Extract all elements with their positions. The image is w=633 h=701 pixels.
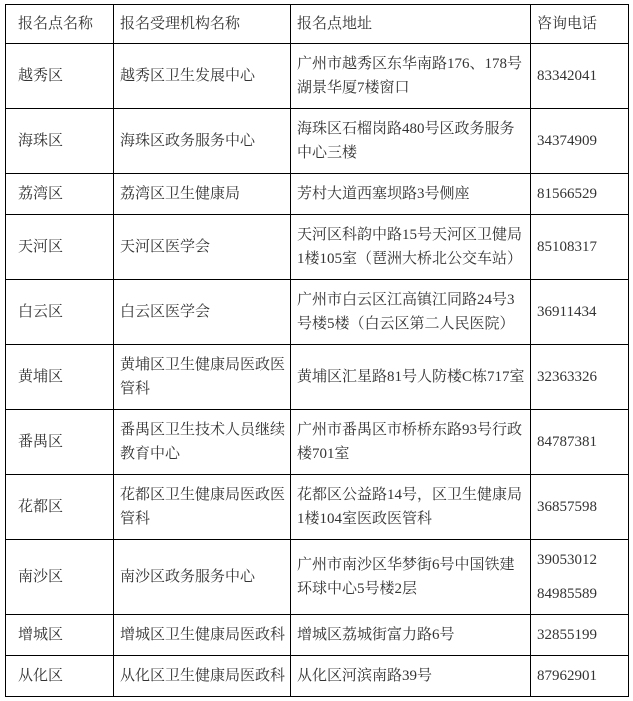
table-row [6, 215, 629, 280]
cell-phone [531, 475, 629, 540]
cell-phone [531, 656, 629, 697]
phone-number: 84787381 [537, 434, 597, 450]
cell-institution: 天河区医学会 [114, 215, 291, 280]
cell-address: 芳村大道西塞坝路3号侧座 [291, 174, 531, 215]
phone-number: 87962901 [537, 668, 597, 684]
cell-district: 番禺区 [6, 410, 114, 475]
cell-address: 广州市越秀区东华南路176、178号湖景华厦7楼窗口 [291, 44, 531, 109]
cell-address: 海珠区石榴岗路480号区政务服务中心三楼 [291, 109, 531, 174]
cell-institution: 从化区卫生健康局医政科 [114, 656, 291, 697]
table-row [6, 174, 629, 215]
cell-institution: 番禺区卫生技术人员继续教育中心 [114, 410, 291, 475]
cell-district: 海珠区 [6, 109, 114, 174]
cell-address: 花都区公益路14号，区卫生健康局1楼104室医政医管科 [291, 475, 531, 540]
phone-number: 83342041 [537, 68, 597, 84]
cell-institution: 荔湾区卫生健康局 [114, 174, 291, 215]
column-header-institution: 报名受理机构名称 [114, 5, 291, 44]
column-header-address: 报名点地址 [291, 5, 531, 44]
phone-number: 85108317 [537, 239, 597, 255]
cell-institution: 海珠区政务服务中心 [114, 109, 291, 174]
cell-institution: 越秀区卫生发展中心 [114, 44, 291, 109]
cell-district: 增城区 [6, 615, 114, 656]
cell-phone [531, 109, 629, 174]
cell-address: 广州市白云区江高镇江同路24号3号楼5楼（白云区第二人民医院） [291, 280, 531, 345]
cell-institution: 白云区医学会 [114, 280, 291, 345]
cell-phone [531, 615, 629, 656]
cell-institution: 花都区卫生健康局医政医管科 [114, 475, 291, 540]
phone-number: 36857598 [537, 499, 597, 515]
cell-phone [531, 540, 629, 615]
cell-address: 天河区科韵中路15号天河区卫健局1楼105室（琶洲大桥北公交车站） [291, 215, 531, 280]
phone-number: 39053012 [537, 552, 597, 568]
cell-district: 南沙区 [6, 540, 114, 615]
cell-phone [531, 215, 629, 280]
table-row [6, 44, 629, 109]
column-header-phone: 咨询电话 [531, 5, 629, 44]
table-row [6, 410, 629, 475]
cell-institution: 黄埔区卫生健康局医政医管科 [114, 345, 291, 410]
cell-phone [531, 44, 629, 109]
table-row [6, 345, 629, 410]
table-body [6, 44, 629, 697]
cell-district: 天河区 [6, 215, 114, 280]
table-row [6, 475, 629, 540]
phone-number: 32363326 [537, 369, 597, 385]
table-row [6, 280, 629, 345]
table-row [6, 615, 629, 656]
cell-institution: 增城区卫生健康局医政科 [114, 615, 291, 656]
cell-address: 从化区河滨南路39号 [291, 656, 531, 697]
cell-phone [531, 345, 629, 410]
registration-points-table [5, 4, 629, 697]
cell-address: 广州市番禺区市桥桥东路93号行政楼701室 [291, 410, 531, 475]
table-row [6, 540, 629, 615]
cell-institution: 南沙区政务服务中心 [114, 540, 291, 615]
cell-district: 黄埔区 [6, 345, 114, 410]
table-header [6, 5, 629, 44]
phone-number: 32855199 [537, 627, 597, 643]
table-row [6, 656, 629, 697]
cell-district: 越秀区 [6, 44, 114, 109]
table-row [6, 109, 629, 174]
phone-number: 36911434 [537, 304, 597, 320]
header-row [6, 5, 629, 44]
cell-address: 黄埔区汇星路81号人防楼C栋717室 [291, 345, 531, 410]
cell-address: 广州市南沙区华梦街6号中国铁建环球中心5号楼2层 [291, 540, 531, 615]
cell-district: 花都区 [6, 475, 114, 540]
phone-number: 84985589 [537, 586, 597, 602]
cell-district: 从化区 [6, 656, 114, 697]
phone-number: 34374909 [537, 133, 597, 149]
phone-number: 81566529 [537, 186, 597, 202]
cell-phone [531, 410, 629, 475]
cell-district: 荔湾区 [6, 174, 114, 215]
column-header-name: 报名点名称 [6, 5, 114, 44]
cell-district: 白云区 [6, 280, 114, 345]
cell-phone [531, 174, 629, 215]
cell-phone [531, 280, 629, 345]
cell-address: 增城区荔城街富力路6号 [291, 615, 531, 656]
